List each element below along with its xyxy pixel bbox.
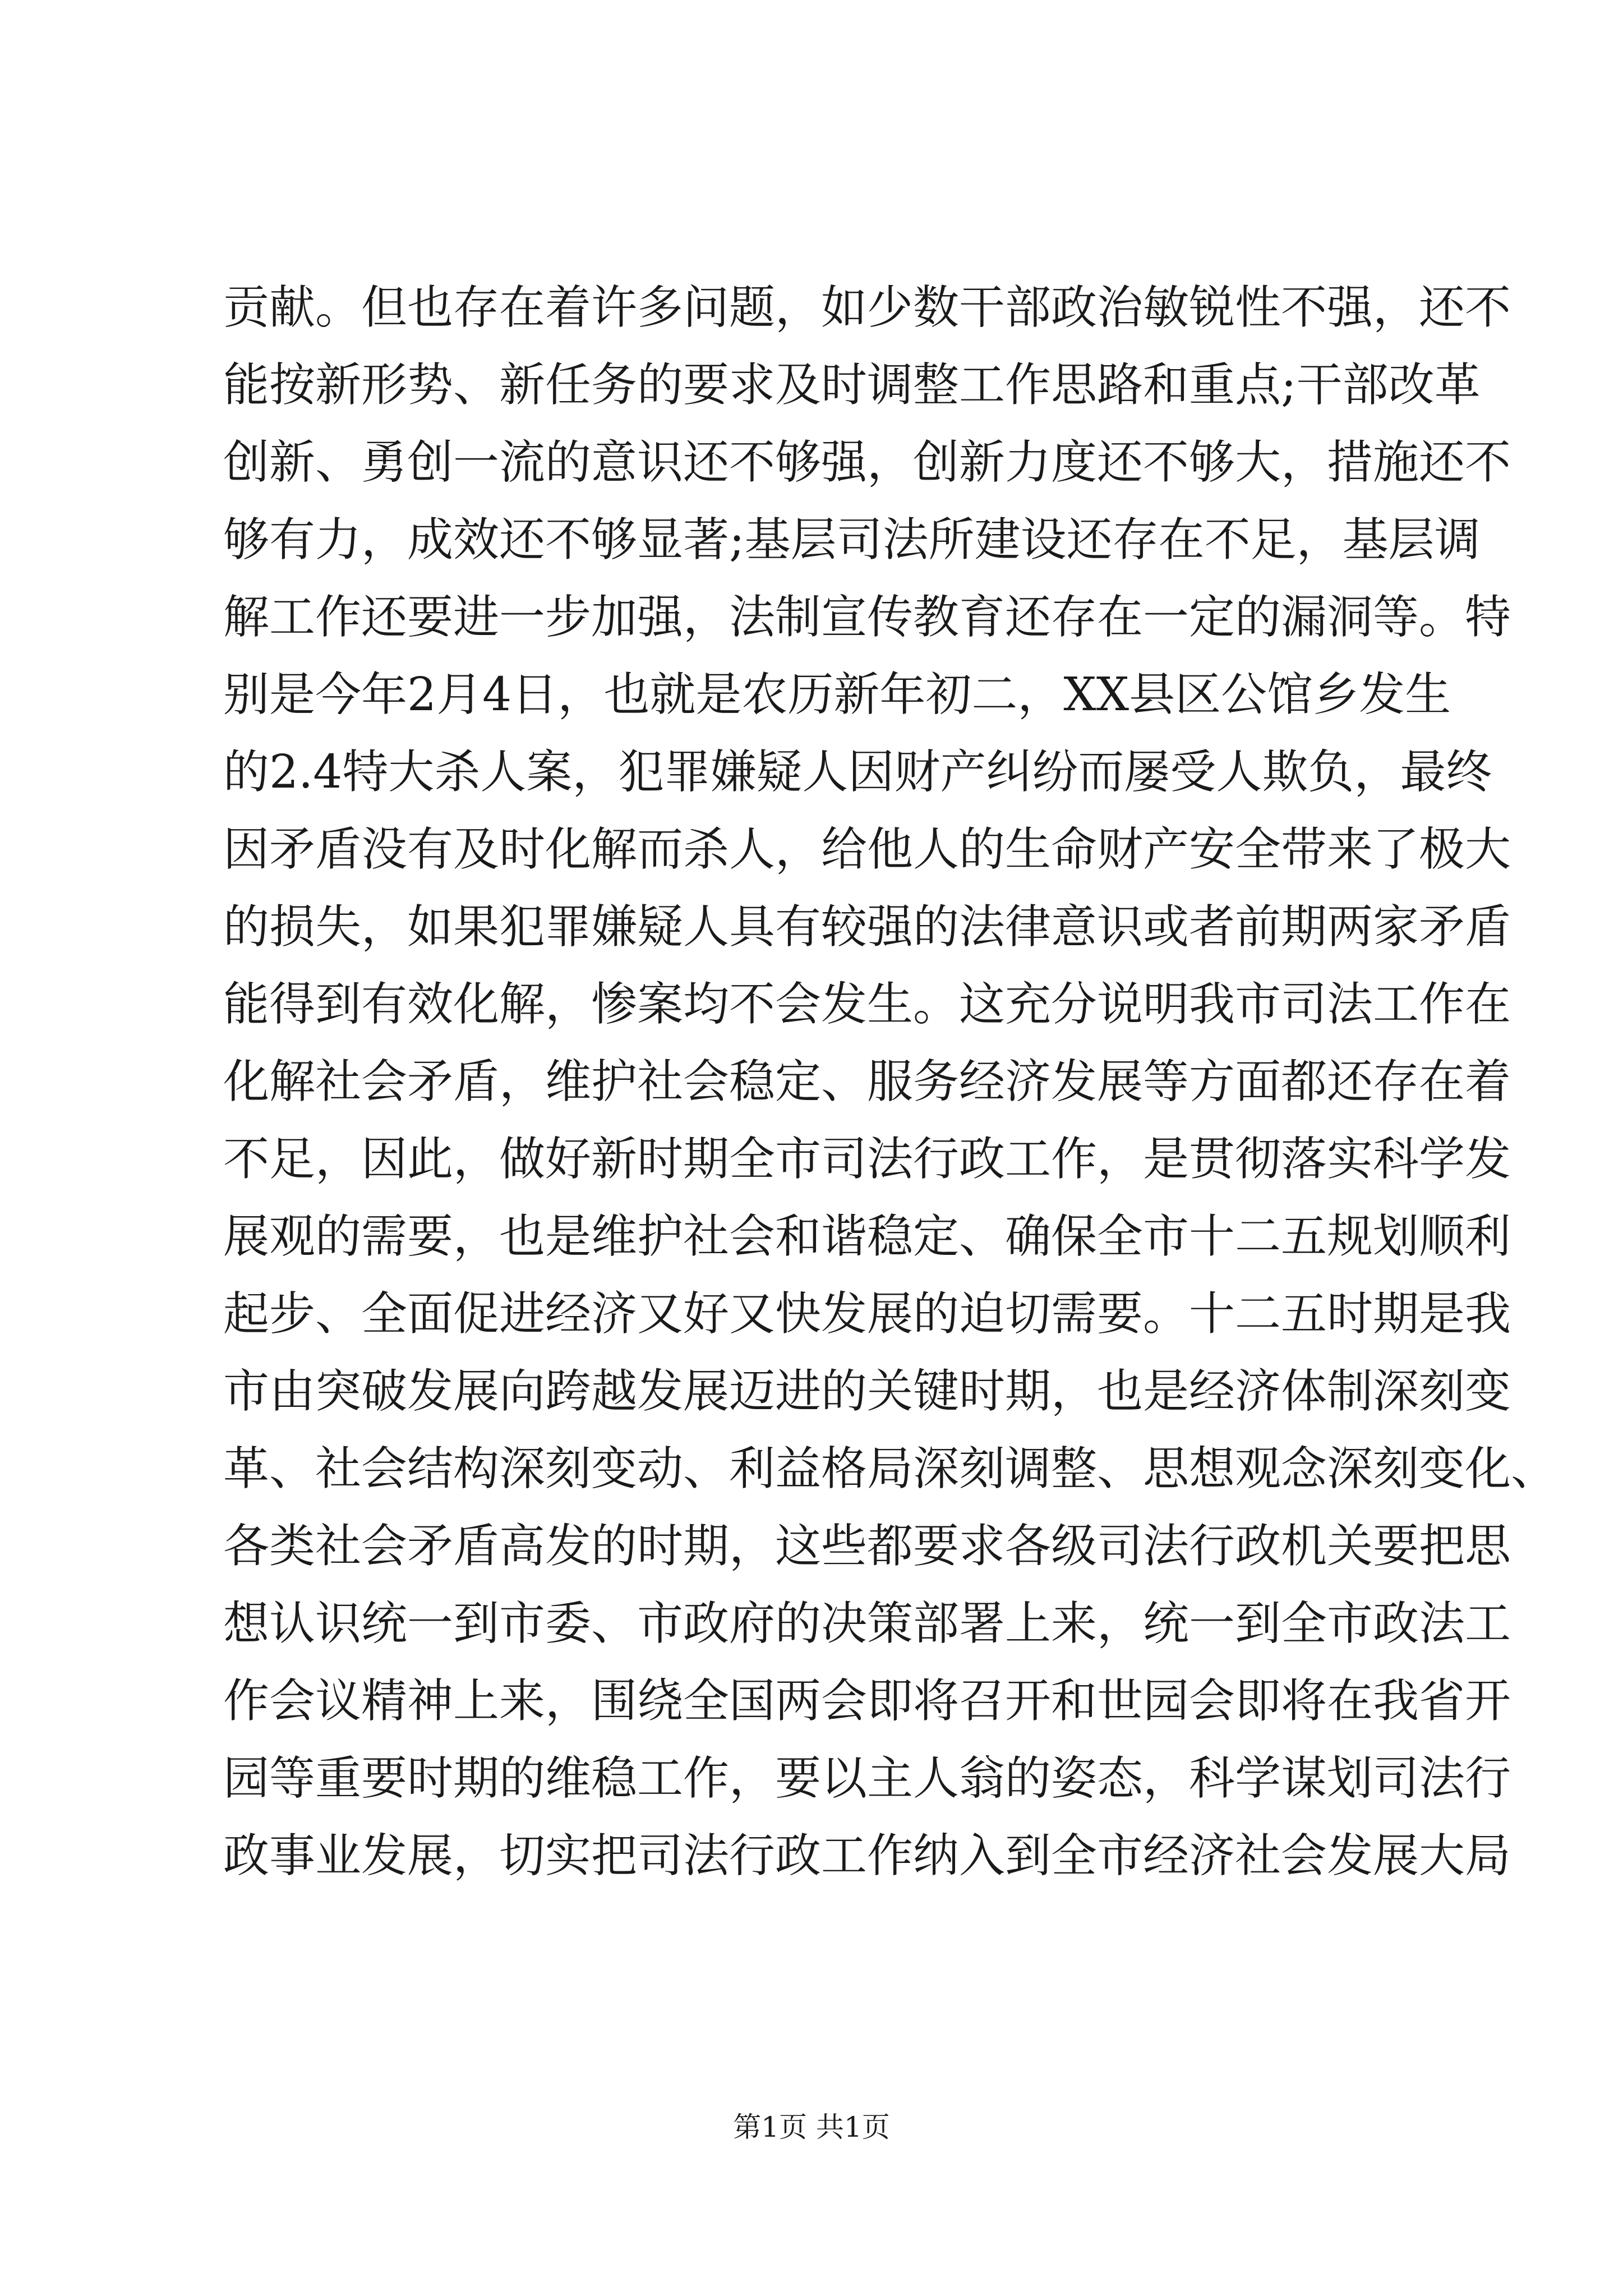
text-line: 因矛盾没有及时化解而杀人，给他人的生命财产安全带来了极大 — [223, 823, 1511, 876]
text-line: 创新、勇创一流的意识还不够强，创新力度还不够大，措施还不 — [223, 436, 1511, 489]
text-line: 贡献。但也存在着许多问题，如少数干部政治敏锐性不强，还不 — [223, 281, 1511, 334]
page-number: 第1页 共1页 — [733, 2111, 890, 2143]
text-line: 各类社会矛盾高发的时期，这些都要求各级司法行政机关要把思 — [223, 1520, 1511, 1573]
text-line: 想认识统一到市委、市政府的决策部署上来，统一到全市政法工 — [223, 1597, 1511, 1650]
text-line: 化解社会矛盾，维护社会稳定、服务经济发展等方面都还存在着 — [223, 1055, 1511, 1108]
text-line: 的2.4特大杀人案，犯罪嫌疑人因财产纠纷而屡受人欺负，最终 — [223, 746, 1492, 799]
document-body — [223, 269, 1557, 1895]
text-line: 作会议精神上来，围绕全国两会即将召开和世园会即将在我省开 — [223, 1674, 1511, 1728]
text-line: 的损失，如果犯罪嫌疑人具有较强的法律意识或者前期两家矛盾 — [223, 900, 1511, 954]
text-line: 政事业发展，切实把司法行政工作纳入到全市经济社会发展大局 — [223, 1829, 1511, 1883]
text-line: 不足，因此，做好新时期全市司法行政工作，是贯彻落实科学发 — [223, 1133, 1511, 1186]
text-line: 展观的需要，也是维护社会和谐稳定、确保全市十二五规划顺利 — [223, 1210, 1511, 1263]
text-line: 起步、全面促进经济又好又快发展的迫切需要。十二五时期是我 — [223, 1287, 1511, 1341]
text-line: 革、社会结构深刻变动、利益格局深刻调整、思想观念深刻变化、 — [223, 1442, 1557, 1496]
text-line: 市由突破发展向跨越发展迈进的关键时期，也是经济体制深刻变 — [223, 1365, 1511, 1418]
text-line: 够有力，成效还不够显著;基层司法所建设还存在不足，基层调 — [223, 513, 1481, 567]
text-line: 解工作还要进一步加强，法制宣传教育还存在一定的漏洞等。特 — [223, 591, 1511, 644]
text-line: 能得到有效化解，惨案均不会发生。这充分说明我市司法工作在 — [223, 978, 1511, 1031]
text-line: 能按新形势、新任务的要求及时调整工作思路和重点;干部改革 — [223, 358, 1481, 412]
text-line: 别是今年2月4日，也就是农历新年初二，XX县区公馆乡发生 — [223, 668, 1451, 721]
text-line: 园等重要时期的维稳工作，要以主人翁的姿态，科学谋划司法行 — [223, 1752, 1511, 1805]
